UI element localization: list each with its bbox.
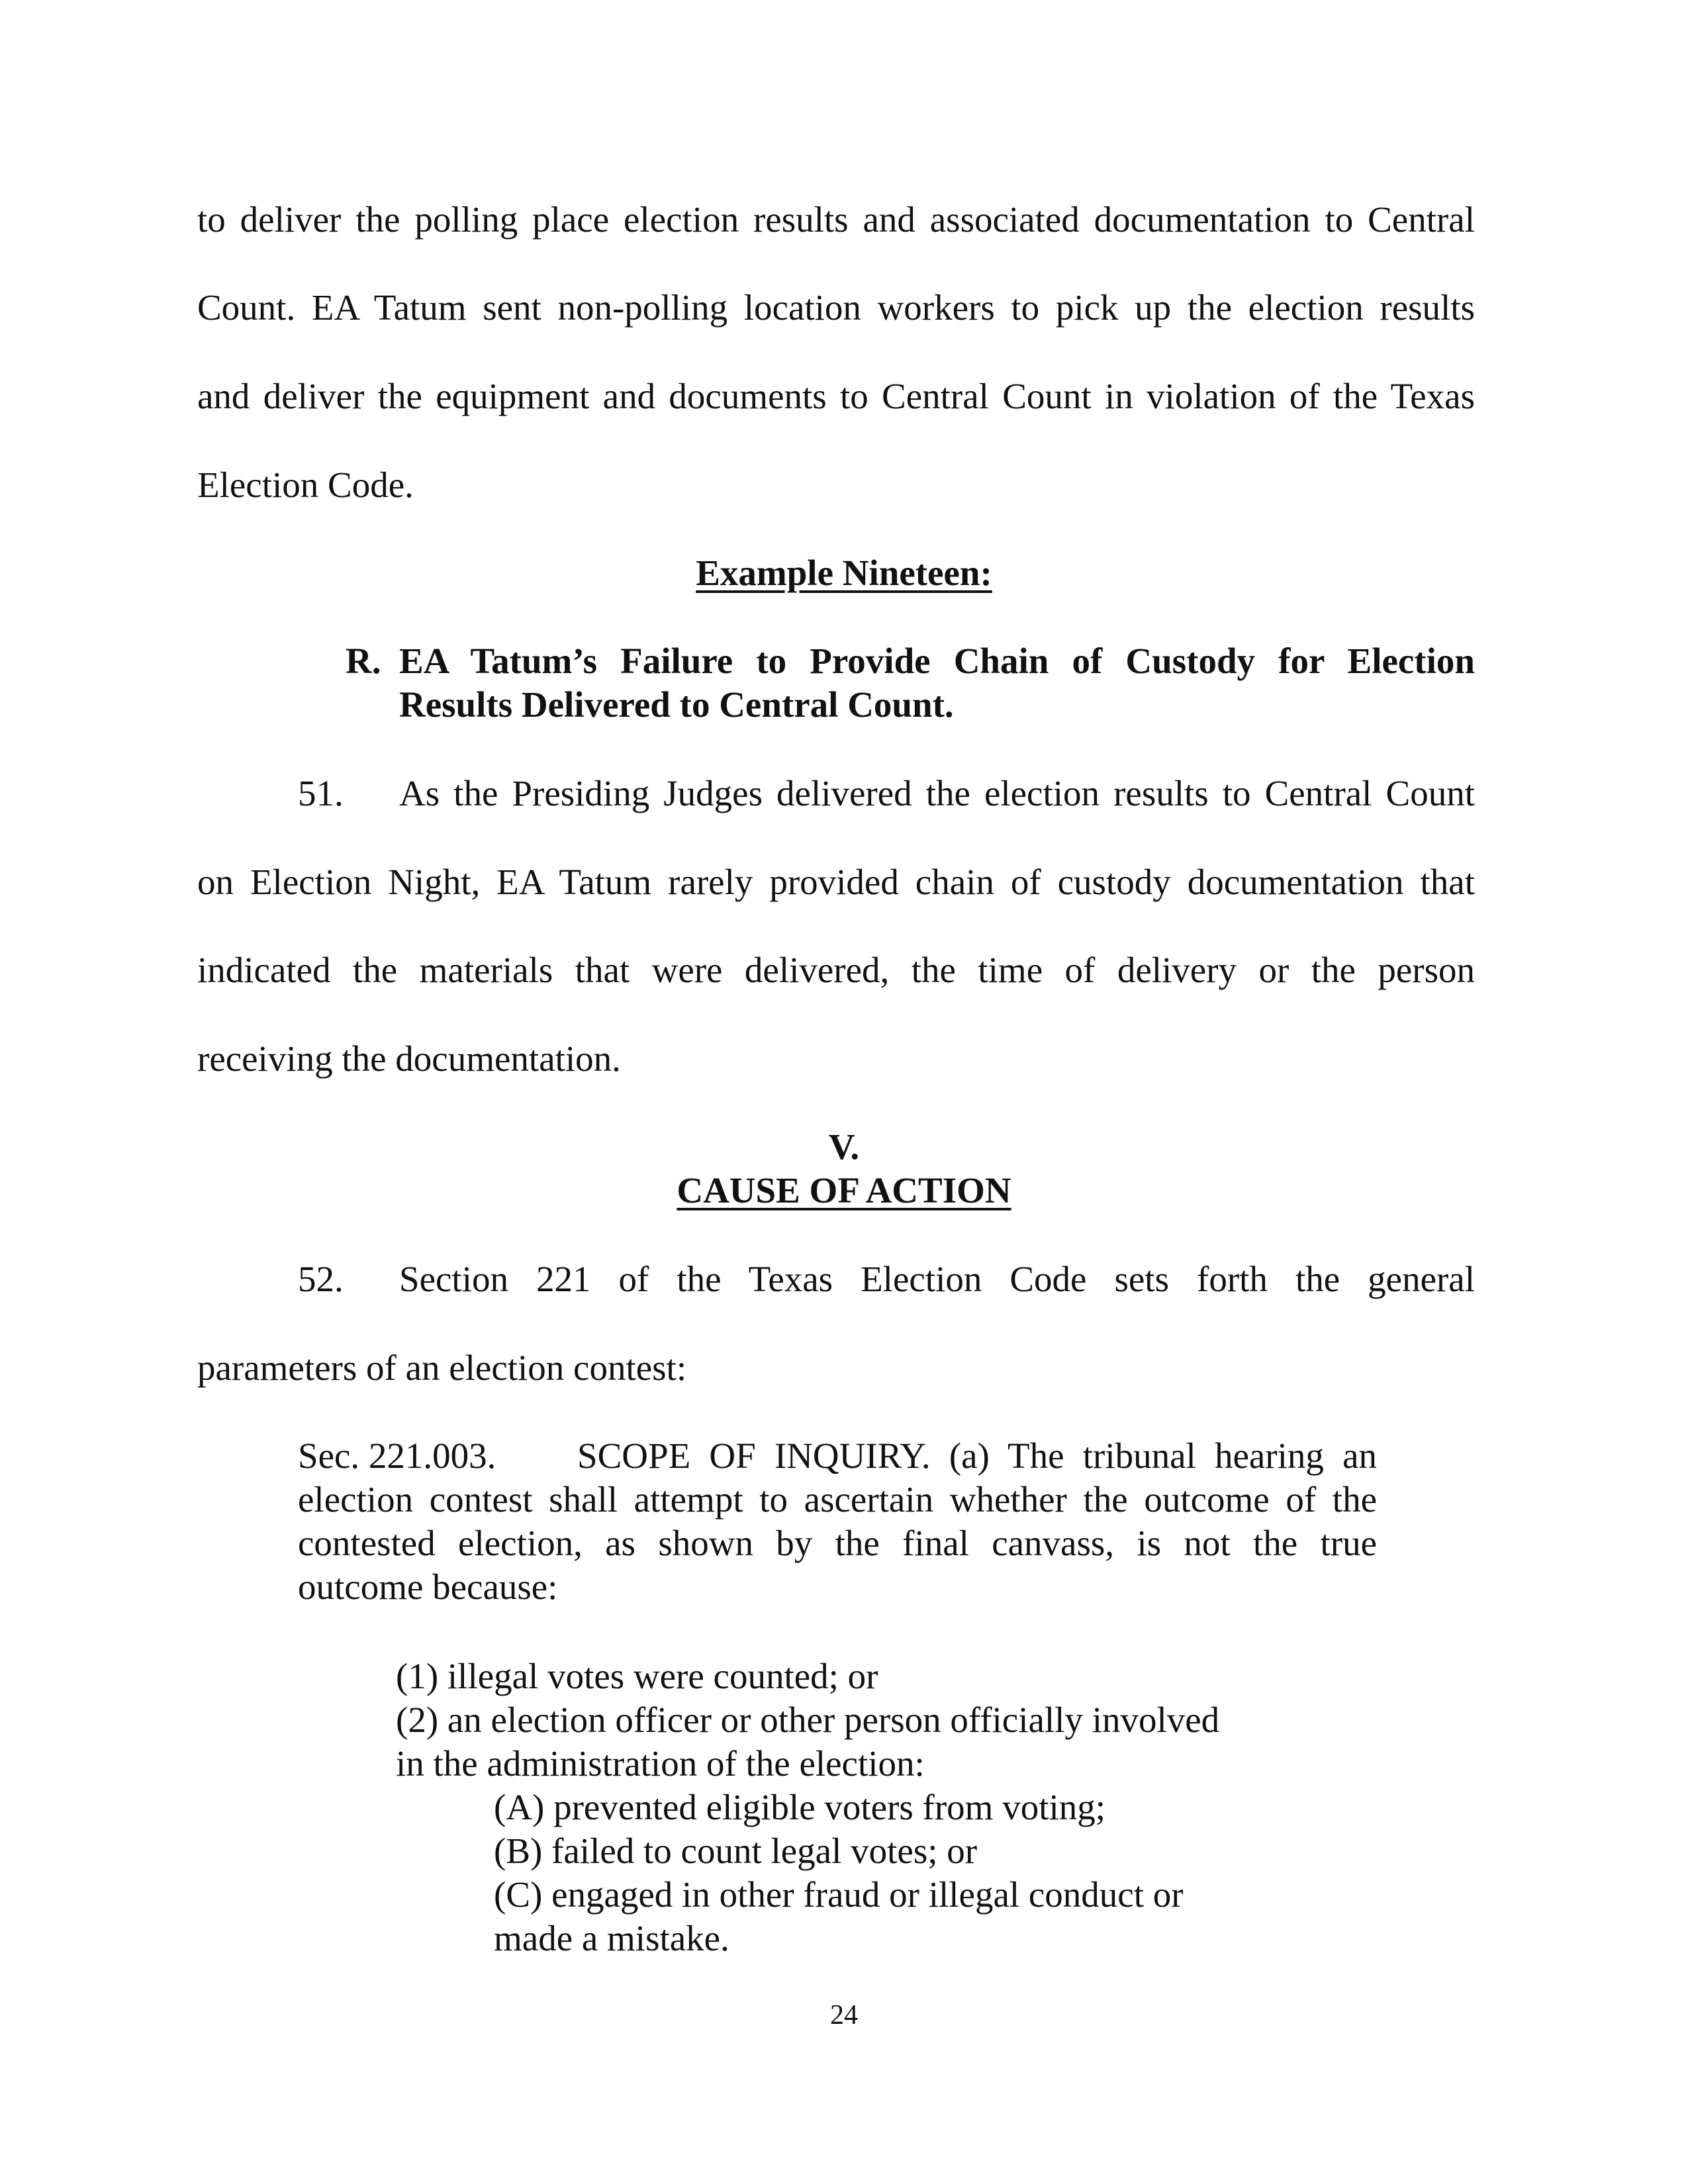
quote-subitem: (B) failed to count legal votes; or bbox=[494, 1831, 978, 1871]
quote-subitem: made a mistake. bbox=[494, 1918, 729, 1958]
body-line: to deliver the polling place election results and associated documentation to Central bbox=[197, 199, 1475, 240]
body-line: parameters of an election contest: bbox=[197, 1347, 687, 1388]
paragraph-number: 51. bbox=[298, 773, 344, 813]
section-number: V. bbox=[828, 1126, 860, 1167]
body-line: and deliver the equipment and documents to Central Count in violation of the Texas bbox=[197, 376, 1475, 416]
quote-section-label: Sec. 221.003. bbox=[298, 1435, 496, 1476]
section-title: CAUSE OF ACTION bbox=[677, 1170, 1011, 1210]
quote-item: (2) an election officer or other person officially involved bbox=[396, 1700, 1220, 1740]
body-line: Section 221 of the Texas Election Code sets forth the general bbox=[399, 1259, 1475, 1299]
body-line: Election Code. bbox=[197, 465, 414, 505]
body-line: Count. EA Tatum sent non-polling location workers to pick up the election results bbox=[197, 287, 1475, 328]
quote-line: outcome because: bbox=[298, 1567, 558, 1607]
body-line: on Election Night, EA Tatum rarely provided chain of custody documentation that bbox=[197, 862, 1475, 902]
subheading-title-line: Results Delivered to Central Count. bbox=[399, 684, 954, 725]
quote-item: (1) illegal votes were counted; or bbox=[396, 1656, 878, 1696]
quote-line: SCOPE OF INQUIRY. (a) The tribunal hearing an bbox=[577, 1435, 1377, 1476]
quote-item: in the administration of the election: bbox=[396, 1743, 925, 1784]
quote-line: election contest shall attempt to ascertain whether the outcome of the bbox=[298, 1479, 1377, 1520]
subheading-title-line: EA Tatum’s Failure to Provide Chain of Custody for Election bbox=[399, 641, 1475, 681]
quote-subitem: (A) prevented eligible voters from voting; bbox=[494, 1787, 1106, 1827]
quote-subitem: (C) engaged in other fraud or illegal conduct or bbox=[494, 1874, 1184, 1915]
body-line: As the Presiding Judges delivered the election results to Central Count bbox=[399, 773, 1475, 813]
example-heading: Example Nineteen: bbox=[696, 553, 992, 593]
body-line: receiving the documentation. bbox=[197, 1038, 621, 1079]
body-line: indicated the materials that were delivered, the time of delivery or the person bbox=[197, 950, 1475, 990]
page-number: 24 bbox=[830, 2000, 858, 2030]
paragraph-number: 52. bbox=[298, 1259, 344, 1299]
quote-line: contested election, as shown by the final canvass, is not the true bbox=[298, 1523, 1377, 1563]
subheading-letter: R. bbox=[346, 641, 381, 681]
